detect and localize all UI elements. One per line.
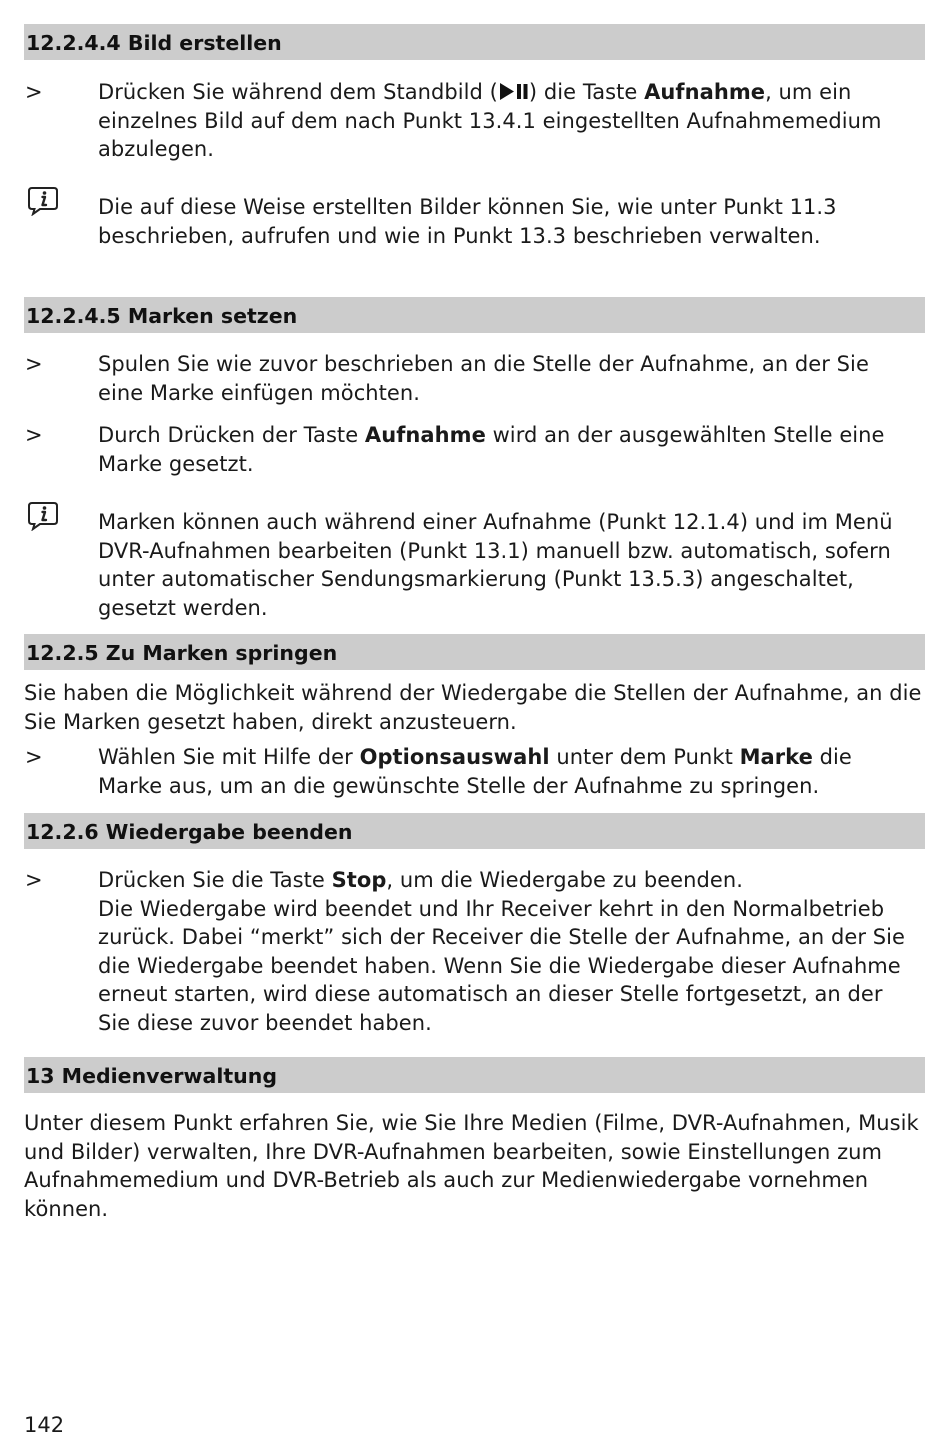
info-icon [27,186,59,216]
step-text: Drücken Sie die Taste Stop, um die Wiedergabe zu beenden. Die Wiedergabe wird beendet und Ihr Receiver kehrt in den Normalbetrieb zurück. Dabei “merkt” sich der Receiver die Stelle der Aufnahme, an der Sie die Wiedergabe beendet haben. Wenn Sie die Wiedergabe dieser Aufnahme erneut starten, wird diese automatisch an dieser Stelle fortgesetzt, an der Sie diese zuvor beendet haben. [98,868,905,1035]
bullet-marker: > [25,868,43,892]
note-text: Die auf diese Weise erstellten Bilder können Sie, wie unter Punkt 11.3 beschrieben, aufrufen und wie in Punkt 13.3 beschrieben verwalten. [98,195,837,248]
section-heading-13: 13 Medienverwaltung [24,1057,925,1093]
step-continuation: Die Wiedergabe wird beendet und Ihr Receiver kehrt in den Normalbetrieb zurück. Dabei “merkt” sich der Receiver die Stelle der Aufnahme, an der Sie die Wiedergabe beendet haben. Wenn Sie die Wiedergabe dieser Aufnahme erneut starten, wird diese automatisch an dieser Stelle fortgesetzt, an der Sie diese zuvor beendet haben. [98,896,905,1035]
bullet-marker: > [25,423,43,447]
section-heading-12-2-6: 12.2.6 Wiedergabe beenden [24,813,925,849]
info-icon [27,501,59,531]
section-heading-12-2-4-4: 12.2.4.4 Bild erstellen [24,24,925,60]
step-text: Spulen Sie wie zuvor beschrieben an die Stelle der Aufnahme, an der Sie eine Marke einfügen möchten. [98,352,869,405]
step-text: Wählen Sie mit Hilfe der Optionsauswahl unter dem Punkt Marke die Marke aus, um an die gewünschte Stelle der Aufnahme zu springen. [98,745,852,798]
note-text: Marken können auch während einer Aufnahme (Punkt 12.1.4) und im Menü DVR-Aufnahmen bearbeiten (Punkt 13.1) manuell bzw. automatisch, sofern unter automatischer Sendungsmarkierung (Punkt 13.5.3) angeschaltet, gesetzt werden. [98,510,893,620]
bullet-marker: > [25,352,43,376]
step-text: Drücken Sie während dem Standbild ( ) die Taste Aufnahme, um ein einzelnes Bild auf dem nach Punkt 13.4.1 eingestellten Aufnahmemedium abzulegen. [98,80,882,161]
intro-paragraph: Unter diesem Punkt erfahren Sie, wie Sie Ihre Medien (Filme, DVR-Aufnahmen, Musik und Bilder) verwalten, Ihre DVR-Aufnahmen bearbeiten, sowie Einstellungen zum Aufnahmemedium und DVR-Betrieb als auch zur Medienwiedergabe vornehmen können. [24,1111,919,1221]
bullet-marker: > [25,745,43,769]
bullet-marker: > [25,80,43,104]
play-pause-icon [498,80,529,104]
section-heading-12-2-4-5: 12.2.4.5 Marken setzen [24,297,925,333]
section-heading-12-2-5: 12.2.5 Zu Marken springen [24,634,925,670]
step-text: Durch Drücken der Taste Aufnahme wird an der ausgewählten Stelle eine Marke gesetzt. [98,423,885,476]
intro-paragraph: Sie haben die Möglichkeit während der Wiedergabe die Stellen der Aufnahme, an die Sie Marken gesetzt haben, direkt anzusteuern. [24,681,922,734]
page-number: 142 [24,1413,65,1437]
